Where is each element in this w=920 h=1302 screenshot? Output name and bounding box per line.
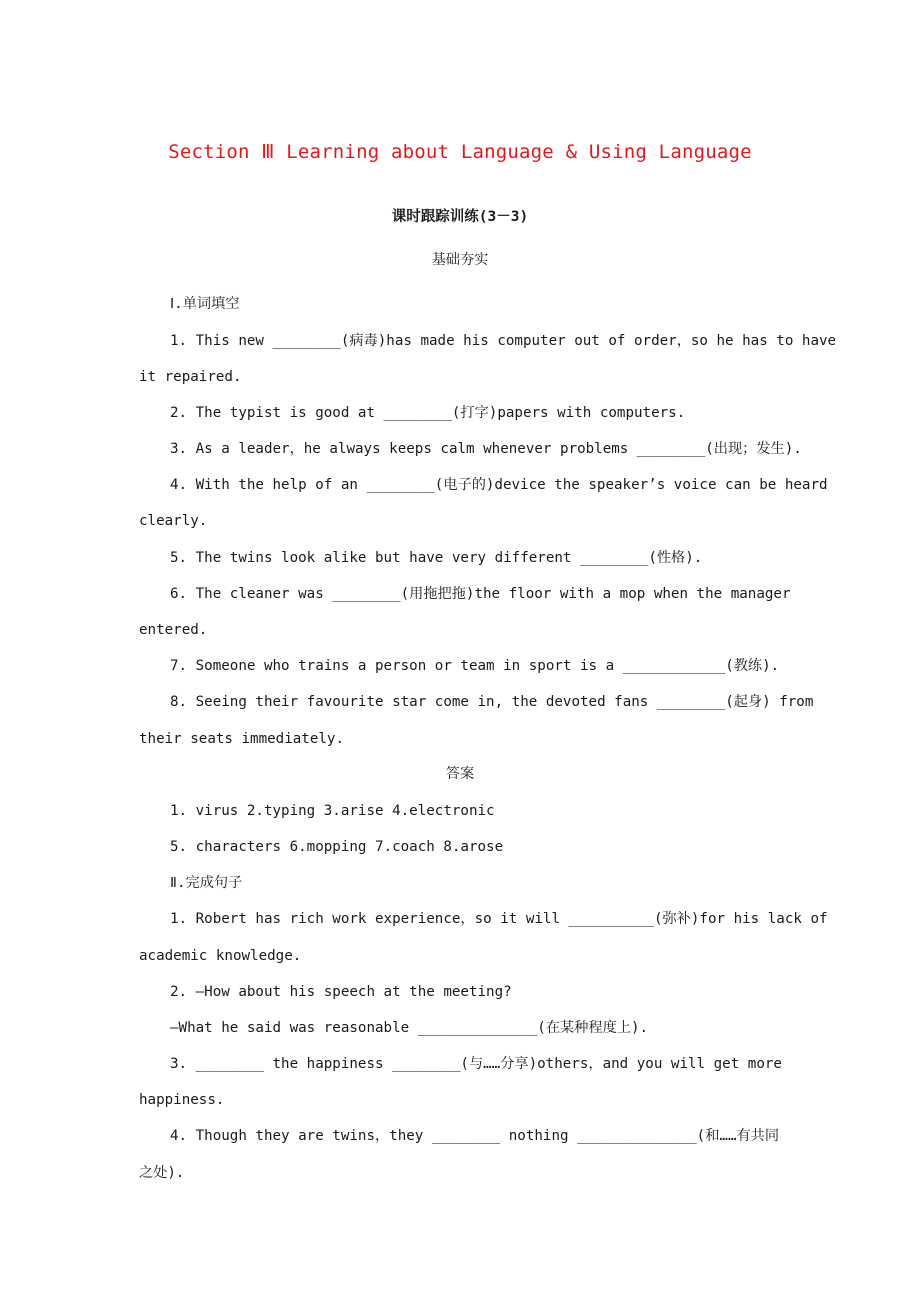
part1-label: Ⅰ.单词填空: [170, 296, 240, 312]
exercise-subtitle: 课时跟踪训练(3－3): [391, 209, 529, 225]
part2-question-4: 4. Though they are twins，they ________ nothing ______________(和……有共同: [170, 1128, 780, 1144]
part1-question-7: 7. Someone who trains a person or team in sport is a ____________(教练).: [170, 658, 780, 674]
part1-question-6-cont: entered.: [139, 622, 208, 638]
part1-question-4-cont: clearly.: [139, 513, 208, 529]
part1-question-4: 4. With the help of an ________(电子的)device the speaker’s voice can be heard: [170, 477, 828, 493]
part1-question-8: 8. Seeing their favourite star come in, the devoted fans ________(起身) from: [170, 694, 814, 710]
part1-question-1: 1. This new ________(病毒)has made his computer out of order，so he has to have: [170, 333, 837, 349]
answers-heading: 答案: [445, 766, 475, 782]
answers-row-1: 1. virus 2.typing 3.arise 4.electronic: [170, 803, 495, 819]
part1-question-5: 5. The twins look alike but have very different ________(性格).: [170, 550, 703, 566]
answers-row-2: 5. characters 6.mopping 7.coach 8.arose: [170, 839, 504, 855]
part1-question-6: 6. The cleaner was ________(用拖把拖)the floor with a mop when the manager: [170, 586, 791, 602]
section-heading: 基础夯实: [431, 252, 489, 268]
part1-question-8-cont: their seats immediately.: [139, 731, 344, 747]
part1-question-3: 3. As a leader，he always keeps calm whenever problems ________(出现；发生).: [170, 441, 802, 457]
part2-question-4-cont: 之处).: [139, 1165, 185, 1181]
part2-question-2: 2. —How about his speech at the meeting?: [170, 984, 512, 1000]
part2-question-1-cont: academic knowledge.: [139, 948, 302, 964]
part2-question-1: 1. Robert has rich work experience，so it will __________(弥补)for his lack of: [170, 911, 828, 927]
part1-question-1-cont: it repaired.: [139, 369, 242, 385]
part2-question-3: 3. ________ the happiness ________(与……分享)others，and you will get more: [170, 1056, 782, 1072]
part2-label: Ⅱ.完成句子: [170, 875, 243, 891]
section-title: Section Ⅲ Learning about Language & Using Language: [168, 141, 752, 163]
part1-question-2: 2. The typist is good at ________(打字)papers with computers.: [170, 405, 686, 421]
part2-question-2-reply: —What he said was reasonable ______________(在某种程度上).: [170, 1020, 649, 1036]
part2-question-3-cont: happiness.: [139, 1092, 225, 1108]
